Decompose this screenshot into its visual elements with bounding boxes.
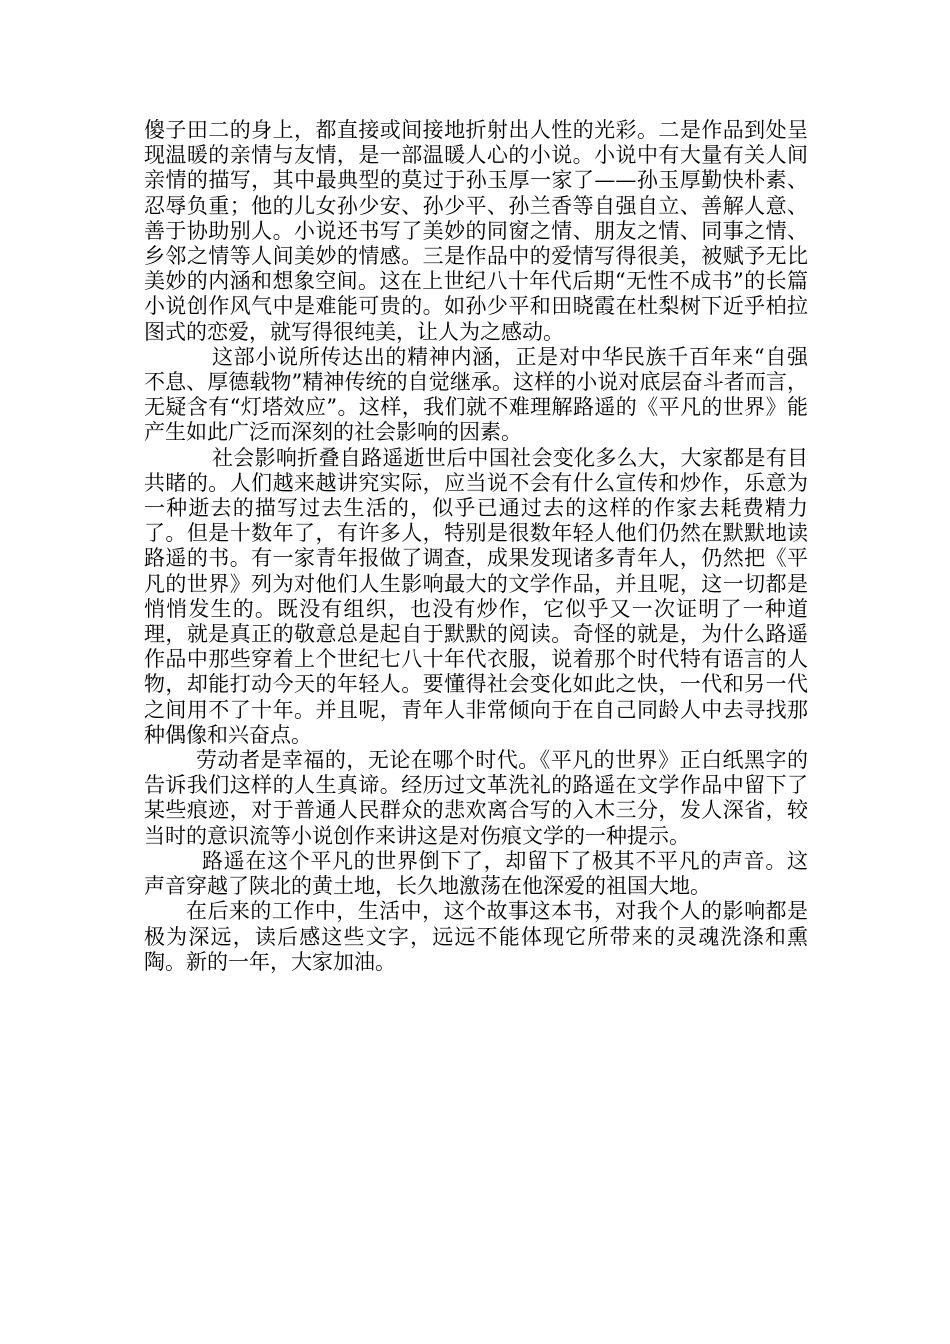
paragraph-5: 路遥在这个平凡的世界倒下了，却留下了极其不平凡的声音。这声音穿越了陕北的黄土地，长久地激荡在他深爱的祖国大地。	[144, 848, 808, 899]
body-text	[144, 118, 808, 975]
paragraph-4: 劳动者是幸福的，无论在哪个时代。《平凡的世界》正白纸黑字的告诉我们这样的人生真谛。经历过文革洗礼的路遥在文学作品中留下了某些痕迹，对于普通人民群众的悲欢离合写的入木三分，发人深省，较当时的意识流等小说创作来讲这是对伤痕文学的一种提示。	[144, 748, 808, 848]
paragraph-1: 傻子田二的身上，都直接或间接地折射出人性的光彩。二是作品到处呈现温暖的亲情与友情，是一部温暖人心的小说。小说中有大量有关人间亲情的描写，其中最典型的莫过于孙玉厚一家了——孙玉厚勤快朴素、忍辱负重；他的儿女孙少安、孙少平、孙兰香等自强自立、善解人意、善于协助别人。小说还书写了美妙的同窗之情、朋友之情、同事之情、乡邻之情等人间美妙的情感。三是作品中的爱情写得很美，被赋予无比美妙的内涵和想象空间。这在上世纪八十年代后期“无性不成书”的长篇小说创作风气中是难能可贵的。如孙少平和田晓霞在杜梨树下近乎柏拉图式的恋爱，就写得很纯美，让人为之感动。	[144, 118, 808, 344]
paragraph-6: 在后来的工作中，生活中，这个故事这本书，对我个人的影响都是极为深远，读后感这些文字，远远不能体现它所带来的灵魂洗涤和熏陶。新的一年，大家加油。	[144, 899, 808, 974]
paragraph-2: 这部小说所传达出的精神内涵，正是对中华民族千百年来“自强不息、厚德载物”精神传统的自觉继承。这样的小说对底层奋斗者而言，无疑含有“灯塔效应”。这样，我们就不难理解路遥的《平凡的世界》能产生如此广泛而深刻的社会影响的因素。	[144, 344, 808, 445]
paragraph-3: 社会影响折叠自路遥逝世后中国社会变化多么大，大家都是有目共睹的。人们越来越讲究实际，应当说不会有什么宣传和炒作，乐意为一种逝去的描写过去生活的，似乎已通过去的这样的作家去耗费精力了。但是十数年了，有许多人，特别是很数年轻人他们仍然在默默地读路遥的书。有一家青年报做了调查，成果发现诸多青年人，仍然把《平凡的世界》列为对他们人生影响最大的文学作品，并且呢，这一切都是悄悄发生的。既没有组织，也没有炒作，它似乎又一次证明了一种道理，就是真正的敬意总是起自于默默的阅读。奇怪的就是，为什么路遥作品中那些穿着上个世纪七八十年代衣服，说着那个时代特有语言的人物，却能打动今天的年轻人。要懂得社会变化如此之快，一代和另一代之间用不了十年。并且呢，青年人非常倾向于在自己同龄人中去寻找那种偶像和兴奋点。	[144, 445, 808, 747]
